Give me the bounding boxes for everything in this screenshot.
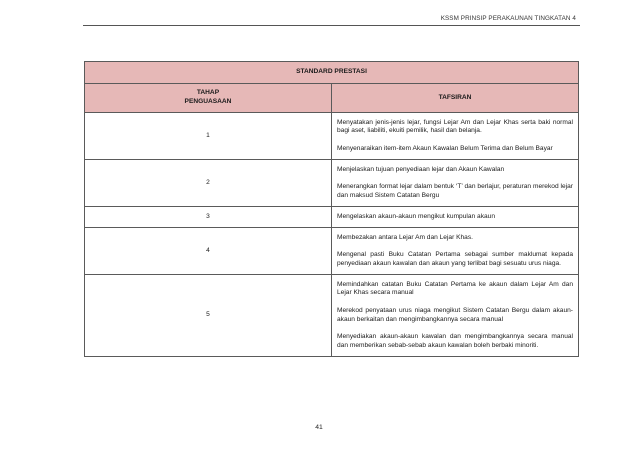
level-cell: 3 (85, 207, 332, 228)
table-row (85, 160, 579, 207)
header-divider (83, 25, 580, 26)
description-cell (332, 275, 579, 357)
level-cell: 4 (85, 228, 332, 275)
level-cell: 2 (85, 160, 332, 207)
table-title-row (85, 62, 579, 84)
level-cell: 1 (85, 113, 332, 160)
description-cell (332, 228, 579, 275)
description-text: Menyediakan akaun-akaun kawalan dan mengimbangkannya secara manual dan memberikan sebab-sebab akaun kawalan boleh berbaki minoriti. (337, 333, 573, 349)
description-text: Mengenal pasti Buku Catatan Pertama sebagai sumber maklumat kepada penyediaan akaun kawalan dan akaun yang terlibat bagi sesuatu urus niaga. (337, 251, 573, 267)
standard-prestasi-table (84, 61, 579, 357)
table-row (85, 113, 579, 160)
description-text: Membezakan antara Lejar Am dan Lejar Khas. (337, 233, 473, 241)
level-cell: 5 (85, 275, 332, 357)
column-header-description: TAFSIRAN (332, 84, 579, 113)
column-header-level-line1: TAHAP (196, 89, 220, 97)
description-text: Menjelaskan tujuan penyediaan lejar dan Akaun Kawalan (337, 165, 505, 173)
description-text: Mengelaskan akaun-akaun mengikut kumpulan akaun (337, 212, 495, 220)
column-header-level (85, 84, 332, 113)
page-header-title: KSSM PRINSIP PERAKAUNAN TINGKATAN 4 (440, 15, 576, 22)
table-row (85, 275, 579, 357)
description-text: Merekod penyataan urus niaga mengikut Sistem Catatan Bergu dalam akaun-akaun berkaitan dan mengimbangkannya secara manual (337, 306, 573, 323)
table-title: STANDARD PRESTASI (85, 62, 579, 84)
table-row (85, 207, 579, 228)
column-header-level-line2: PENGUASAAN (184, 98, 232, 105)
description-text: Menyatakan jenis-jenis lejar, fungsi Lejar Am dan Lejar Khas serta baki normal bagi aset, liabiliti, ekuiti pemilik, hasil dan belanja. (337, 118, 573, 135)
page-number: 41 (315, 424, 323, 431)
table-row (85, 228, 579, 275)
description-cell (332, 207, 579, 228)
description-cell (332, 160, 579, 207)
description-text: Menerangkan format lejar dalam bentuk ‘T’ dan berlajur, peraturan merekod lejar dan maksud Sistem Catatan Bergu (337, 183, 573, 199)
description-text: Menyenaraikan item-item Akaun Kawalan Belum Terima dan Belum Bayar (337, 144, 553, 152)
description-cell (332, 113, 579, 160)
description-text: Memindahkan catatan Buku Catatan Pertama ke akaun dalam Lejar Am dan Lejar Khas secara manual (337, 280, 573, 297)
table-header-row (85, 84, 579, 113)
